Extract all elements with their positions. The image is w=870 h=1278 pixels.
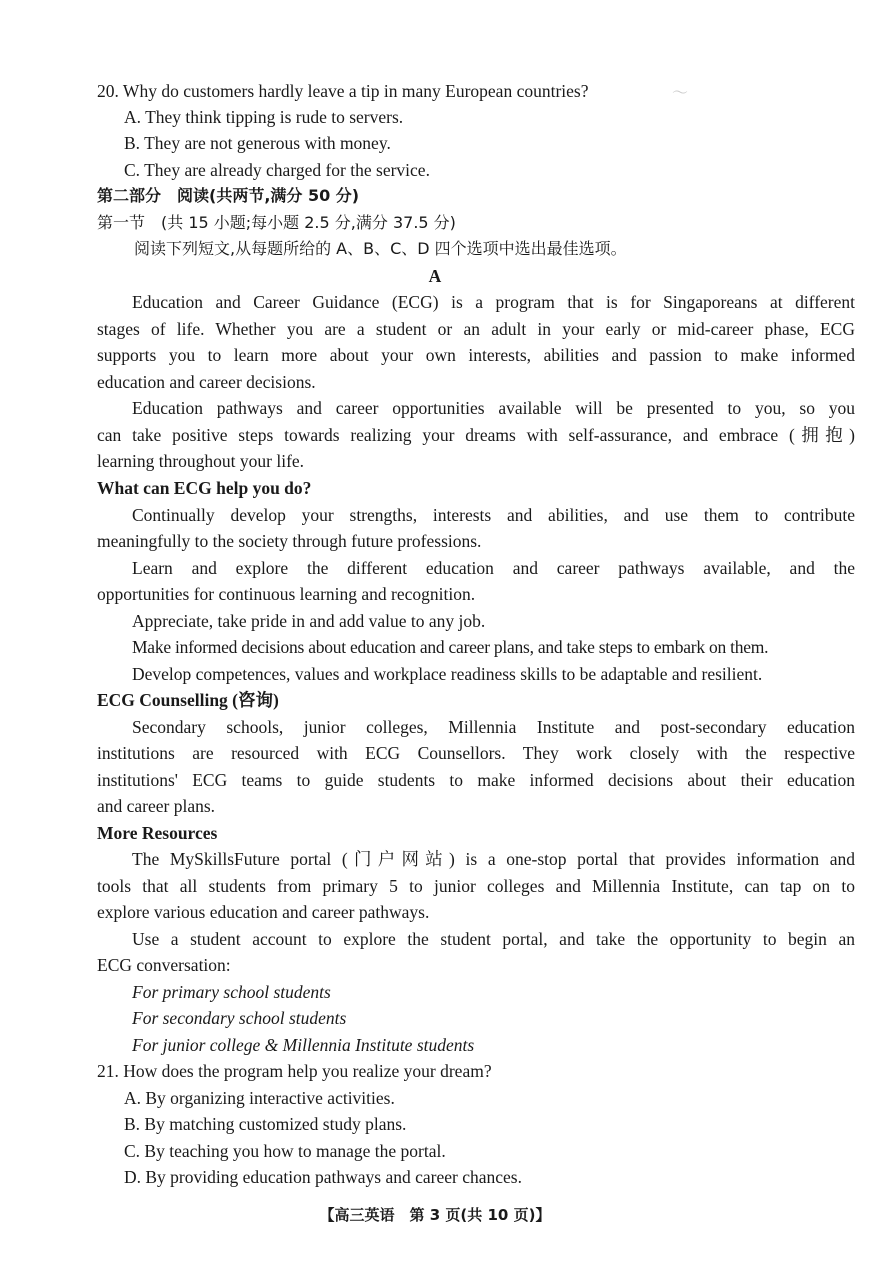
res1-line-1: The MySkillsFuture portal (门户网站) is a one-stop portal that provides information and — [132, 849, 855, 869]
p2-line-1: Education pathways and career opportunities available will be presented to you, so you — [132, 398, 855, 418]
counsel-line-4: and career plans. — [97, 796, 216, 816]
bleed-through-mark: 〜 — [672, 83, 689, 102]
help2-line-1: Learn and explore the different education and career pathways available, and the — [132, 558, 855, 578]
instruction: 阅读下列短文,从每题所给的 A、B、C、D 四个选项中选出最佳选项。 — [134, 239, 627, 258]
page-footer: 【高三英语 第 3 页(共 10 页)】 — [319, 1206, 551, 1224]
heading-counselling: ECG Counselling (咨询) — [97, 690, 279, 710]
list-item-secondary: For secondary school students — [132, 1008, 347, 1028]
section1-heading: 第一节 (共 15 小题;每小题 2.5 分,满分 37.5 分) — [97, 213, 456, 232]
list-item-junior-college: For junior college & Millennia Institute students — [132, 1035, 475, 1055]
res2-line-1: Use a student account to explore the student portal, and take the opportunity to begin an — [132, 929, 855, 949]
heading-resources: More Resources — [97, 823, 218, 843]
help4: Make informed decisions about education and career plans, and take steps to embark on them. — [132, 637, 769, 657]
q21-option-a: A. By organizing interactive activities. — [124, 1088, 395, 1108]
q21-option-c: C. By teaching you how to manage the portal. — [124, 1141, 446, 1161]
q20-option-c: C. They are already charged for the service. — [124, 160, 430, 180]
help2-line-2: opportunities for continuous learning and recognition. — [97, 584, 476, 604]
p1-line-2: stages of life. Whether you are a student or an adult in your early or mid-career phase, ECG — [97, 319, 855, 339]
help5: Develop competences, values and workplace readiness skills to be adaptable and resilient. — [132, 664, 763, 684]
part2-heading: 第二部分 阅读(共两节,满分 50 分) — [97, 186, 360, 205]
heading-help: What can ECG help you do? — [97, 478, 312, 498]
help1-line-2: meaningfully to the society through future professions. — [97, 531, 482, 551]
res2-line-2: ECG conversation: — [97, 955, 231, 975]
counsel-line-2: institutions are resourced with ECG Counsellors. They work closely with the respective — [97, 743, 855, 763]
counsel-line-1: Secondary schools, junior colleges, Millennia Institute and post-secondary education — [132, 717, 855, 737]
list-item-primary: For primary school students — [132, 982, 331, 1002]
help3: Appreciate, take pride in and add value to any job. — [132, 611, 486, 631]
res1-line-2: tools that all students from primary 5 to junior colleges and Millennia Institute, can tap on to — [97, 876, 855, 896]
res1-line-3: explore various education and career pathways. — [97, 902, 430, 922]
p1-line-4: education and career decisions. — [97, 372, 316, 392]
p2-line-2: can take positive steps towards realizing your dreams with self-assurance, and embrace (拥抱) — [97, 425, 855, 445]
q20-option-a: A. They think tipping is rude to servers. — [124, 107, 404, 127]
p2-line-3: learning throughout your life. — [97, 451, 305, 471]
q20-option-b: B. They are not generous with money. — [124, 133, 391, 153]
help1-line-1: Continually develop your strengths, interests and abilities, and use them to contribute — [132, 505, 855, 525]
p1-line-3: supports you to learn more about your own interests, abilities and passion to make informed — [97, 345, 855, 365]
q21-question: 21. How does the program help you realize your dream? — [97, 1061, 492, 1081]
q21-option-b: B. By matching customized study plans. — [124, 1114, 407, 1134]
q21-option-d: D. By providing education pathways and career chances. — [124, 1167, 522, 1187]
passage-letter: A — [428, 266, 442, 286]
counsel-line-3: institutions' ECG teams to guide students to make informed decisions about their education — [97, 770, 855, 790]
p1-line-1: Education and Career Guidance (ECG) is a program that is for Singaporeans at different — [132, 292, 855, 312]
q20-question: 20. Why do customers hardly leave a tip in many European countries? — [97, 81, 589, 101]
